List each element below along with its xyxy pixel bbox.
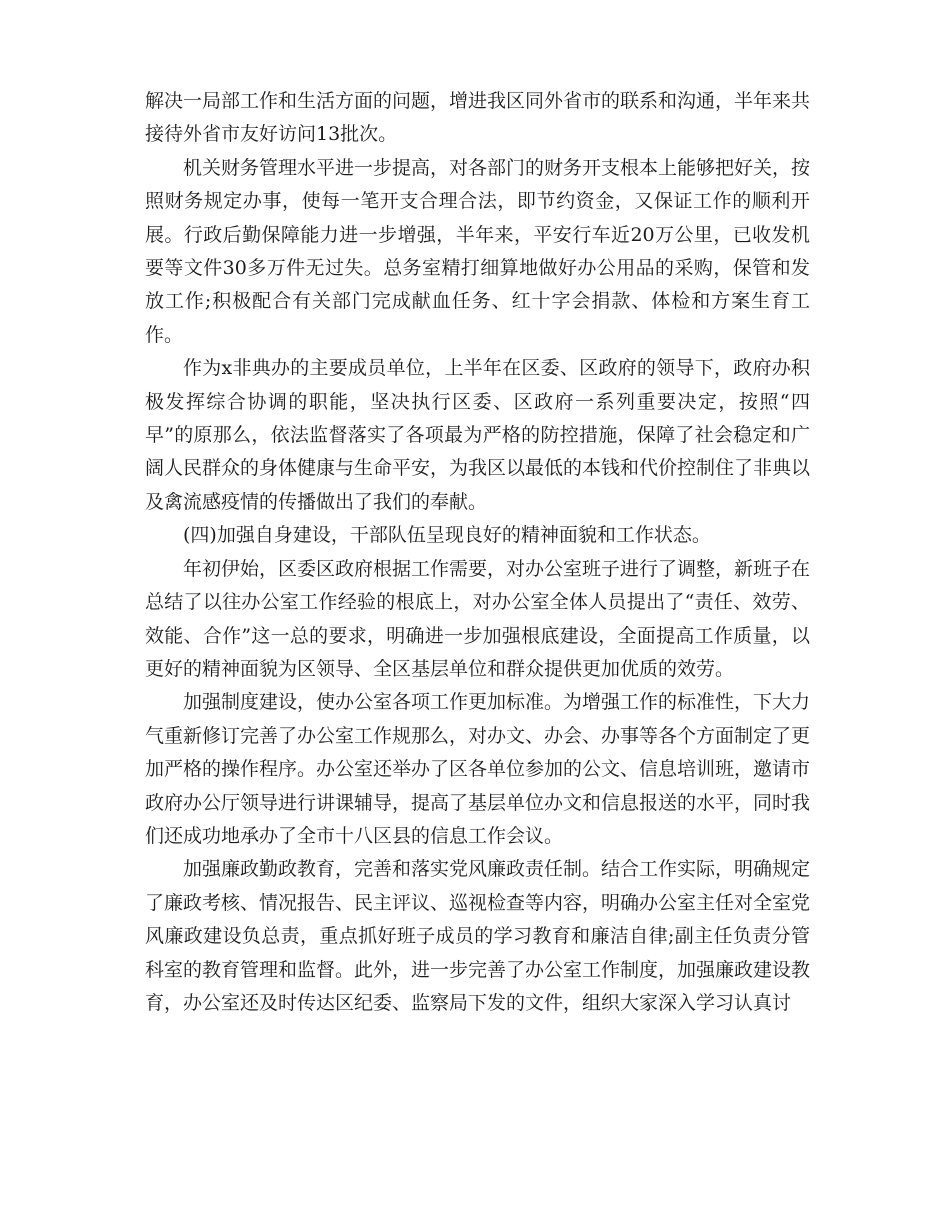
paragraph-sars-control: 作为x非典办的主要成员单位，上半年在区委、区政府的领导下，政府办积极发挥综合协调的职能，坚决执行区委、区政府一系列重要决定，按照“四早”的原那么，依法监督落实了各项最为严格的防控措施，保障了社会稳定和广阔人民群众的身体健康与生命平安，为我区以最低的本钱和代价控制住了非典以及禽流感疫情的传播做出了我们的奉献。 <box>145 357 811 513</box>
paragraph-system-building: 加强制度建设，使办公室各项工作更加标准。为增强工作的标准性，下大力气重新修订完善了办公室工作规那么，对办文、办会、办事等各个方面制定了更加严格的操作程序。办公室还举办了区各单位参加的公文、信息培训班，邀请市政府办公厅领导进行讲课辅导，提高了基层单位办文和信息报送的水平，同时我们还成功地承办了全市十八区县的信息工作会议。 <box>145 691 811 847</box>
paragraph-continuation: 解决一局部工作和生活方面的问题，增进我区同外省市的联系和沟通，半年来共接待外省市友好访问13批次。 <box>145 90 811 146</box>
paragraph-team-adjustment: 年初伊始，区委区政府根据工作需要，对办公室班子进行了调整，新班子在总结了以往办公室工作经验的根底上，对办公室全体人员提出了“责任、效劳、效能、合作”这一总的要求，明确进一步加强根底建设，全面提高工作质量，以更好的精神面貌为区领导、全区基层单位和群众提供更加优质的效劳。 <box>145 557 811 680</box>
paragraph-finance: 机关财务管理水平进一步提高，对各部门的财务开支根本上能够把好关，按照财务规定办事，使每一笔开支合理合法，即节约资金，又保证工作的顺利开展。行政后勤保障能力进一步增强，半年来，平安行车近20万公里，已收发机要等文件30多万件无过失。总务室精打细算地做好办公用品的采购，保管和发放工作;积极配合有关部门完成献血任务、红十字会捐款、体检和方案生育工作。 <box>145 156 811 346</box>
section-heading-self-building: (四)加强自身建设，干部队伍呈现良好的精神面貌和工作状态。 <box>183 524 711 547</box>
document-body <box>145 85 810 1020</box>
paragraph-integrity-education: 加强廉政勤政教育，完善和落实党风廉政责任制。结合工作实际，明确规定了廉政考核、情况报告、民主评议、巡视检查等内容，明确办公室主任对全室党风廉政建设负总责，重点抓好班子成员的学习教育和廉洁自律;副主任负责分管科室的教育管理和监督。此外，进一步完善了办公室工作制度，加强廉政建设教育，办公室还及时传达区纪委、监察局下发的文件，组织大家深入学习认真讨 <box>145 858 811 1014</box>
